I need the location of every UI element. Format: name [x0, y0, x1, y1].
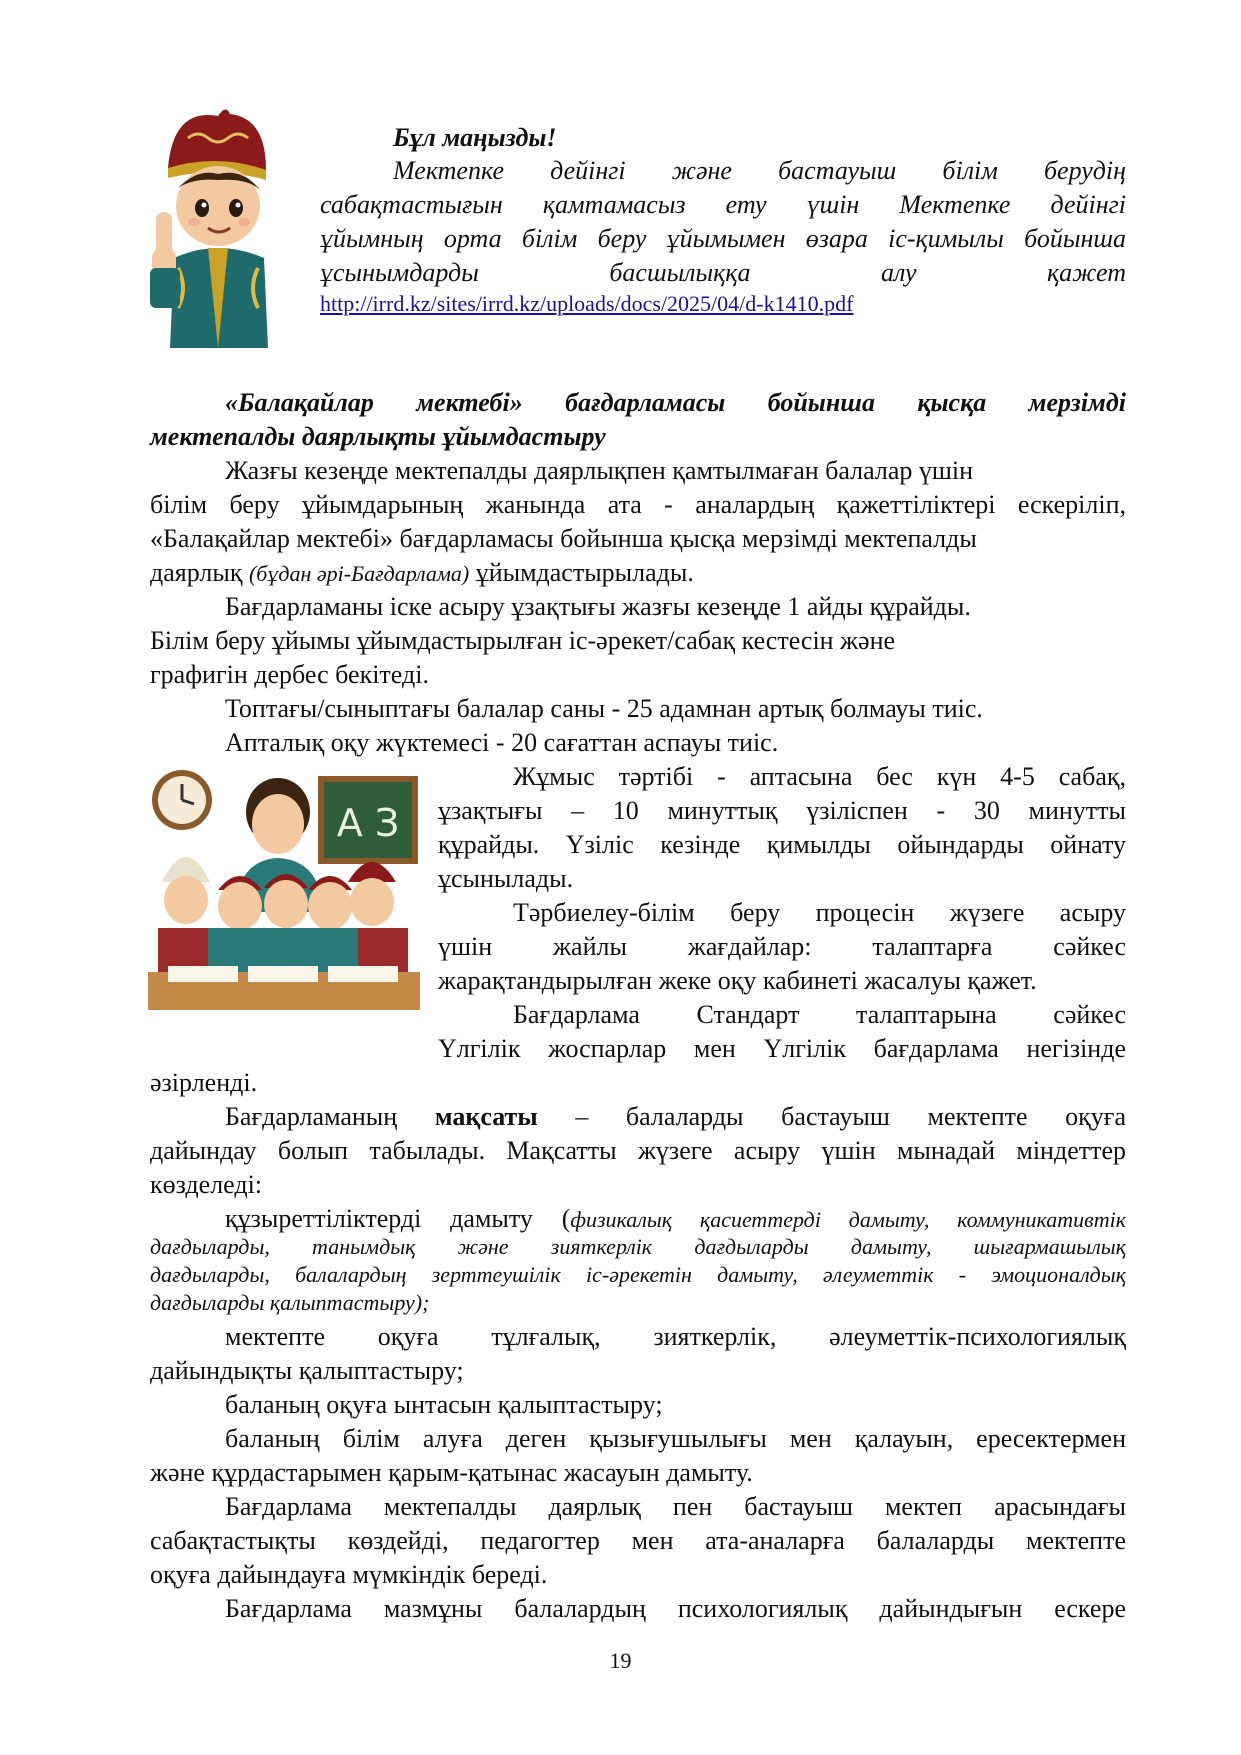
- task4-line-1: баланың білім алуға деген қызығушылығы мен қалауын, ересектермен: [225, 1424, 1126, 1453]
- para6-line-2: үшін жайлы жағдайлар: талаптарға сәйкес: [438, 932, 1126, 961]
- section-heading-line-2: мектепалды даярлықты ұйымдастыру: [150, 422, 606, 451]
- note-line-4: ұсынымдарды басшылыққа алу қажет: [320, 258, 1126, 287]
- svg-text:А З: А З: [336, 801, 400, 845]
- task4-line-2: және құрдастарымен қарым-қатынас жасауын дамыту.: [150, 1458, 753, 1487]
- para9-line-1: Бағдарлама мектепалды даярлық пен бастауыш мектеп арасындағы: [225, 1492, 1126, 1521]
- para8-text: Бағдарламаның: [225, 1102, 435, 1131]
- para8-line-1: [150, 1100, 1126, 1134]
- task1-line-3: дағдыларды, балалардың зерттеушілік іс-әрекетін дамыту, әлеуметтік - эмоционалдық: [150, 1262, 1126, 1287]
- note-title: Бұл маңызды!: [393, 123, 557, 152]
- para1-line-4: [150, 556, 1126, 591]
- task2-line-1: мектепте оқуға тұлғалық, зияткерлік, әлеуметтік-психологиялық: [225, 1322, 1126, 1351]
- para9-line-3: оқуға дайындауға мүмкіндік береді.: [150, 1560, 548, 1589]
- page-number: 19: [609, 1648, 632, 1673]
- task1-details: физикалық қасиеттерді дамыту, коммуникативтік: [570, 1207, 1126, 1232]
- para1-text: даярлық: [150, 558, 249, 587]
- para7-line-1: Бағдарлама Стандарт талаптарына сәйкес: [513, 1000, 1126, 1029]
- para10-line-1: Бағдарлама мазмұны балалардың психологиялық дайындығын ескере: [225, 1594, 1126, 1623]
- task1-line-4: дағдыларды қалыптастыру);: [150, 1290, 430, 1315]
- section-heading-line-1: «Балақайлар мектебі» бағдарламасы бойынша қысқа мерзімді: [225, 388, 1126, 417]
- para7-line-3: әзірленді.: [150, 1068, 258, 1097]
- classroom-illustration: [148, 762, 420, 1010]
- note-line-1: Мектепке дейінгі және бастауыш білім берудің: [393, 156, 1126, 185]
- para5-line-2: ұзақтығы – 10 минуттық үзіліспен - 30 минутты: [438, 796, 1126, 825]
- para6-line-3: жарақтандырылған жеке оқу кабинеті жасалуы қажет.: [438, 966, 1037, 995]
- para1-line-3: «Балақайлар мектебі» бағдарламасы бойынша қысқа мерзімді мектепалды: [150, 524, 977, 553]
- recommendations-link[interactable]: http://irrd.kz/sites/irrd.kz/uploads/docs/2025/04/d-k1410.pdf: [320, 291, 854, 316]
- note-line-2: сабақтастығын қамтамасыз ету үшін Мектепке дейінгі: [320, 190, 1126, 219]
- note-line-3: ұйымның орта білім беру ұйымымен өзара іс-қимылы бойынша: [320, 224, 1126, 253]
- task2-line-2: дайындықты қалыптастыру;: [150, 1356, 464, 1385]
- para2-line-2: Білім беру ұйымы ұйымдастырылған іс-әрекет/сабақ кестесін және: [150, 626, 896, 655]
- para1-abbreviation-note: (бұдан әрі-Бағдарлама): [248, 561, 470, 586]
- para9-line-2: сабақтастықты көздейді, педагогтер мен ата-аналарға балаларды мектепте: [150, 1526, 1126, 1555]
- para1-line-2: білім беру ұйымдарының жанында ата - аналардың қажеттіліктері ескеріліп,: [150, 490, 1126, 519]
- para6-line-1: Тәрбиелеу-білім беру процесін жүзеге асыру: [513, 898, 1126, 927]
- para8-text-end: – балаларды бастауыш мектепте оқуға: [537, 1102, 1126, 1131]
- para8-line-2: дайындау болып табылады. Мақсатты жүзеге асыру үшін мынадай міндеттер: [150, 1136, 1126, 1165]
- para3: Топтағы/сыныптағы балалар саны - 25 адамнан артық болмауы тиіс.: [225, 694, 983, 723]
- para1-line-1: Жазғы кезеңде мектепалды даярлықпен қамтылмаған балалар үшін: [225, 456, 974, 485]
- para5-line-4: ұсынылады.: [438, 864, 574, 893]
- para5-line-3: құрайды. Үзіліс кезінде қимылды ойындарды ойнату: [438, 830, 1126, 859]
- clock-icon: [152, 770, 212, 830]
- boy-illustration: [148, 108, 288, 348]
- goal-keyword: мақсаты: [434, 1102, 538, 1131]
- para5-line-1: Жұмыс тәртібі - аптасына бес күн 4-5 сабақ,: [513, 762, 1126, 791]
- chalkboard: [318, 776, 418, 864]
- task3: баланың оқуға ынтасын қалыптастыру;: [225, 1390, 663, 1419]
- para2-line-1: Бағдарламаны іске асыру ұзақтығы жазғы кезеңде 1 айды құрайды.: [225, 592, 971, 621]
- para1-text-end: ұйымдастырылады.: [469, 558, 694, 587]
- task1-text: құзыреттіліктерді дамыту (: [225, 1204, 571, 1233]
- para8-line-3: көзделеді:: [150, 1170, 263, 1199]
- para4: Апталық оқу жүктемесі - 20 сағаттан аспауы тиіс.: [225, 728, 779, 757]
- para7-line-2: Үлгілік жоспарлар мен Үлгілік бағдарлама негізінде: [438, 1034, 1126, 1063]
- para2-line-3: графигін дербес бекітеді.: [150, 660, 429, 689]
- task1-line-2: дағдыларды, танымдық және зияткерлік дағдыларды дамыту, шығармашылық: [150, 1234, 1126, 1259]
